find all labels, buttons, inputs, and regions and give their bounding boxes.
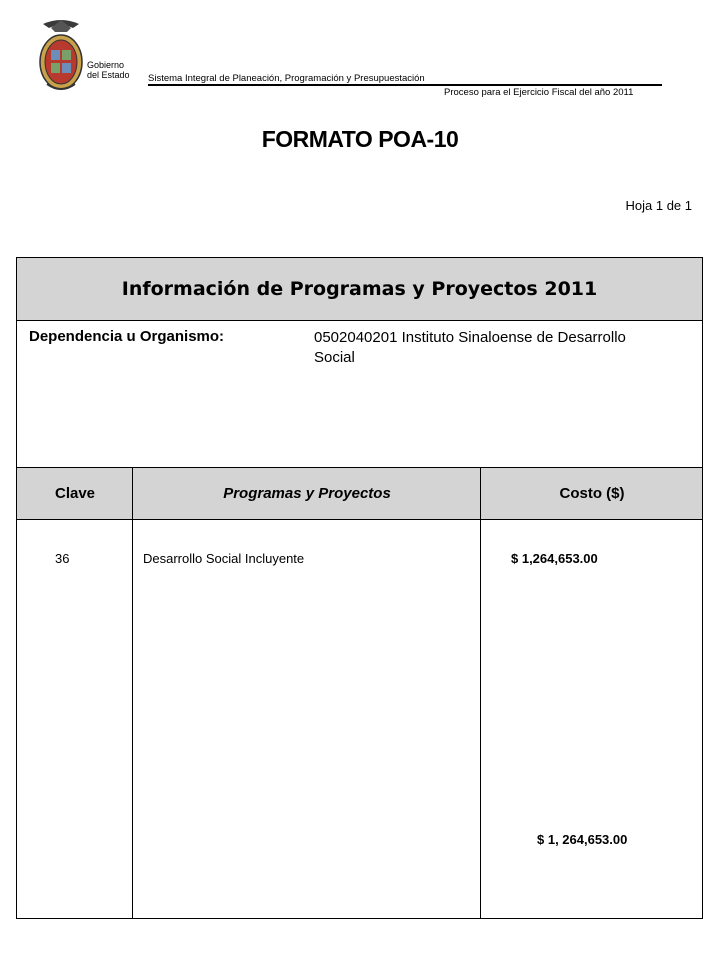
- gobierno-line: Gobierno: [87, 60, 125, 70]
- header-clave: Clave: [54, 485, 96, 502]
- header-divider: [148, 84, 662, 86]
- page-number: Hoja 1 de 1: [625, 198, 692, 213]
- section-title: Información de Programas y Proyectos 2011: [17, 258, 702, 321]
- header-costo: Costo ($): [559, 485, 625, 502]
- program-table: [16, 257, 703, 919]
- column-divider: [480, 467, 481, 918]
- state-seal-logo: [37, 18, 85, 96]
- row-programa: Desarrollo Social Incluyente: [143, 551, 305, 566]
- page-title: FORMATO POA-10: [261, 126, 459, 152]
- header-programas: Programas y Proyectos: [223, 485, 391, 502]
- dependencia-value: 0502040201 Instituto Sinaloense de Desarrollo Social: [314, 329, 626, 366]
- dependencia-label: Dependencia u Organismo:: [29, 328, 225, 345]
- del-estado-line: del Estado: [87, 70, 130, 80]
- sistema-label: Sistema Integral de Planeación, Programación y Presupuestación: [148, 73, 425, 84]
- row-clave: 36: [55, 551, 70, 566]
- row-costo: $ 1,264,653.00: [511, 551, 598, 566]
- column-divider: [132, 467, 133, 918]
- gobierno-del-estado-label: [87, 60, 130, 80]
- proceso-label: Proceso para el Ejercicio Fiscal del año 2011: [444, 87, 634, 98]
- total-costo: $ 1, 264,653.00: [537, 832, 628, 847]
- table-header-row: [17, 467, 702, 520]
